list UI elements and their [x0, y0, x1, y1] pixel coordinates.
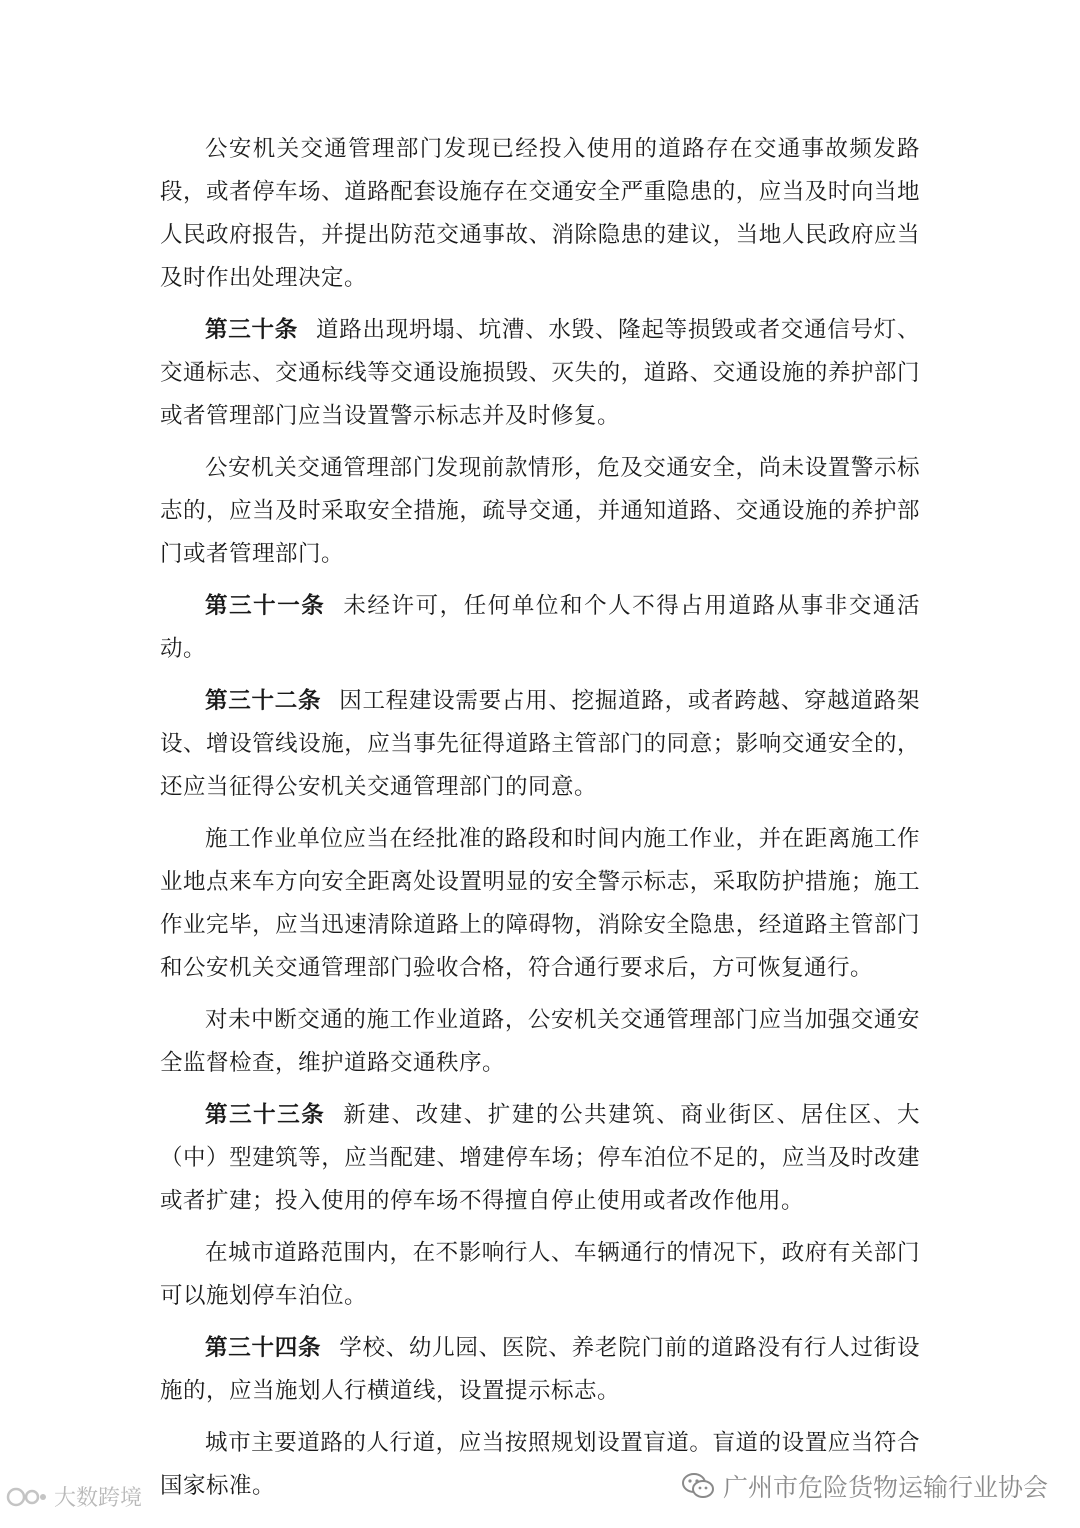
- document-body: [160, 128, 920, 1517]
- paragraph-text: 学校、幼儿园、医院、养老院门前的道路没有行人过街设施的，应当施划人行横道线，设置提示标志。: [160, 1335, 920, 1404]
- paragraph-text: 未经许可，任何单位和个人不得占用道路从事非交通活动。: [160, 593, 920, 662]
- article-number: 第三十四条: [205, 1335, 322, 1361]
- paragraph-text: 城市主要道路的人行道，应当按照规划设置盲道。盲道的设置应当符合国家标准。: [160, 1430, 920, 1499]
- paragraph-5: [160, 680, 920, 809]
- paragraph-9: [160, 1232, 920, 1318]
- paragraph-text: 公安机关交通管理部门发现前款情形，危及交通安全，尚未设置警示标志的，应当及时采取安全措施，疏导交通，并通知道路、交通设施的养护部门或者管理部门。: [160, 455, 920, 567]
- paragraph-10: [160, 1327, 920, 1413]
- paragraph-text: 施工作业单位应当在经批准的路段和时间内施工作业，并在距离施工作业地点来车方向安全距离处设置明显的安全警示标志，采取防护措施；施工作业完毕，应当迅速清除道路上的障碍物，消除安全隐患，经道路主管部门和公安机关交通管理部门验收合格，符合通行要求后，方可恢复通行。: [160, 826, 920, 981]
- paragraph-6: [160, 818, 920, 990]
- wechat-account-footer: [681, 1468, 1048, 1504]
- article-number: 第三十二条: [205, 688, 322, 714]
- watermark-left: [6, 1481, 142, 1512]
- article-number: 第三十条: [205, 317, 298, 343]
- paragraph-text: 公安机关交通管理部门发现已经投入使用的道路存在交通事故频发路段，或者停车场、道路配套设施存在交通安全严重隐患的，应当及时向当地人民政府报告，并提出防范交通事故、消除隐患的建议，当地人民政府应当及时作出处理决定。: [160, 136, 920, 291]
- paragraph-text: 因工程建设需要占用、挖掘道路，或者跨越、穿越道路架设、增设管线设施，应当事先征得道路主管部门的同意；影响交通安全的，还应当征得公安机关交通管理部门的同意。: [160, 688, 920, 800]
- wechat-account-name: 广州市危险货物运输行业协会: [722, 1473, 1048, 1502]
- paragraph-text: 新建、改建、扩建的公共建筑、商业街区、居住区、大（中）型建筑等，应当配建、增建停车场；停车泊位不足的，应当及时改建或者扩建；投入使用的停车场不得擅自停止使用或者改作他用。: [160, 1102, 920, 1214]
- paragraph-8: [160, 1094, 920, 1223]
- watermark-text: 大数跨境: [54, 1486, 143, 1511]
- paragraph-2: [160, 309, 920, 438]
- paragraph-text: 对未中断交通的施工作业道路，公安机关交通管理部门应当加强交通安全监督检查，维护道路交通秩序。: [160, 1007, 920, 1076]
- paragraph-text: 在城市道路范围内，在不影响行人、车辆通行的情况下，政府有关部门可以施划停车泊位。: [160, 1240, 920, 1309]
- paragraph-4: [160, 585, 920, 671]
- wechat-icon: [681, 1472, 715, 1500]
- paragraph-7: [160, 999, 920, 1085]
- article-number: 第三十三条: [205, 1102, 326, 1128]
- paragraph-text: 道路出现坍塌、坑漕、水毁、隆起等损毁或者交通信号灯、交通标志、交通标线等交通设施损毁、灭失的，道路、交通设施的养护部门或者管理部门应当设置警示标志并及时修复。: [160, 317, 920, 429]
- paragraph-1: [160, 128, 920, 300]
- paragraph-3: [160, 447, 920, 576]
- article-number: 第三十一条: [205, 593, 326, 619]
- watermark-logo-icon: [6, 1485, 48, 1509]
